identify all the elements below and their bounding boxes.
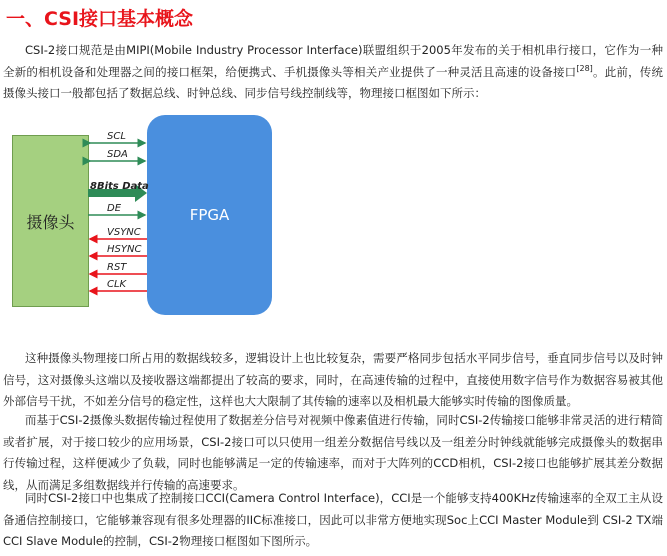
- signal-lines: [12, 115, 277, 315]
- paragraph-legacy-interface: 这种摄像头物理接口所占用的数据线较多，逻辑设计上也比较复杂，需要严格同步包括水平同步信号，垂直同步信号以及时钟信号，这对摄像头这端以及接收器这端都提出了较高的要求，同时，在高速传输的过程中，直接使用数字信号作为数据容易被其他外部信号干扰，不如差分信号的稳定性，这样也大大限制了其传输的速率以及相机最大能够实时传输的图像质量。: [3, 351, 663, 408]
- signal-label-hsync: HSYNC: [107, 244, 142, 255]
- signal-label-rst: RST: [107, 262, 127, 273]
- paragraph-cci: 同时CSI-2接口中也集成了控制接口CCI(Camera Control Interface)，CCI是一个能够支持400KHz传输速率的全双工主从设备通信控制接口，它能够兼容现有很多处理器的IIC标准接口，因此可以非常方便地实现Soc上CCI Master Module到 CSI-2 TX端CCI Slave Module的控制，CSI-2物理接口框图如下图所示。: [3, 491, 663, 548]
- signal-label-vsync: VSYNC: [107, 227, 141, 238]
- citation-ref[interactable]: [28]: [576, 63, 593, 73]
- fpga-label: FPGA: [189, 206, 230, 224]
- camera-label: 摄像头: [26, 212, 75, 232]
- paragraph-intro: [3, 40, 663, 105]
- signal-label-8bits-data: 8Bits Data: [90, 181, 149, 192]
- signal-label-sda: SDA: [107, 149, 128, 160]
- paragraph-intro-text: CSI-2接口规范是由MIPI(Mobile Industry Processor Interface)联盟组织于2005年发布的关于相机串行接口，它作为一种全新的相机设备和处理器之间的接口框架，给便携式、手机摄像头等相关产业提供了一种灵活且高速的设备接口: [3, 43, 663, 79]
- paragraph-intro-tail: 。此前，传统摄像头接口一般都包括了数据总线、时钟总线、同步信号线控制线等，物理接口框图如下所示：: [3, 64, 664, 100]
- section-heading: 一、CSI接口基本概念: [6, 8, 194, 30]
- signal-label-scl: SCL: [107, 131, 126, 142]
- paragraph-csi2-differential: 而基于CSI-2摄像头数据传输过程使用了数据差分信号对视频中像素值进行传输，同时CSI-2传输接口能够非常灵活的进行精简或者扩展，对于接口较少的应用场景，CSI-2接口可以只使用一组差分数据信号线以及一组差分时钟线就能够完成摄像头的数据串行传输过程，这样便减少了负载，同时也能够满足一定的传输速率，而对于大阵列的CCD相机，CSI-2接口也能够扩展其差分数据线，从而满足多组数据线并行传输的高速要求。: [3, 413, 663, 492]
- signal-label-clk: CLK: [107, 279, 127, 290]
- camera-interface-diagram: [12, 115, 277, 315]
- signal-label-de: DE: [107, 203, 122, 214]
